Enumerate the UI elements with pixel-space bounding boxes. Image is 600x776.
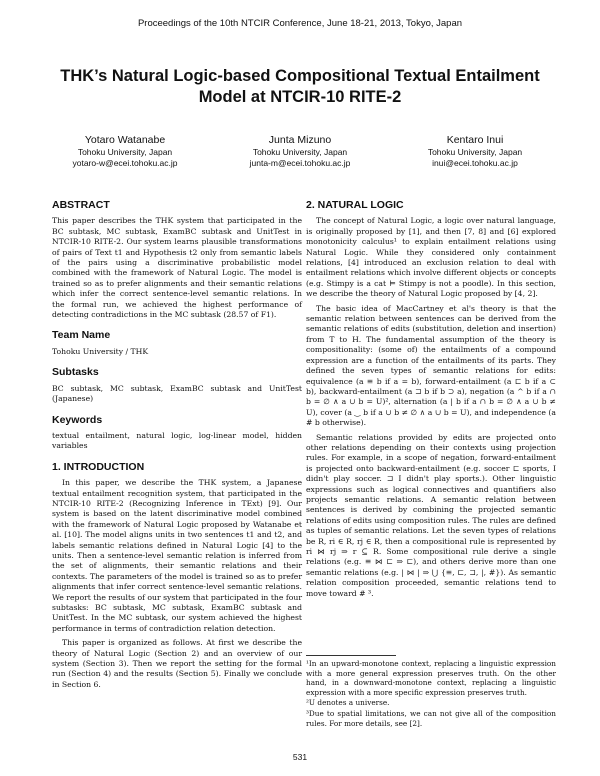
introduction-heading: 1. INTRODUCTION (52, 460, 145, 473)
page-number: 531 (292, 752, 308, 762)
introduction-paragraph-2: This paper is organized as follows. At first we describe the theory of Natural Logic (Section 2) and an overview of our system (Section 3). Then we report the setting for the formal run (Section 4) and the results (Section 5). Finally we conclude in Section 6. (52, 638, 302, 689)
keywords-text: textual entailment, natural logic, log-linear model, hidden variables (52, 430, 302, 451)
author-3 (390, 133, 560, 169)
footnote-divider (306, 655, 396, 656)
author-affiliation: Tohoku University, Japan (252, 147, 348, 157)
subtasks-heading: Subtasks (52, 366, 99, 379)
conference-header: Proceedings of the 10th NTCIR Conference, June 18-21, 2013, Tokyo, Japan (137, 18, 463, 29)
abstract-text: This paper describes the THK system that participated in the BC subtask, MC subtask, ExamBC subtask and UnitTest in NTCIR-10 RITE-2. Our system learns plausible transformations of pairs of Text t1 and Hypothesis t2 only from semantic labels of the pairs using a discriminative probabilistic model combined with the framework of Natural Logic. The model is trained so as to prefer alignments and their semantic relations which infer the correct sentence-level semantic relations. In the formal run, we achieved the highest performance of detecting contradictions in the MC subtask (28.57 of F1). (52, 216, 302, 320)
author-name: Junta Mizuno (268, 134, 332, 146)
author-block (40, 133, 560, 169)
footnote-2: ²U denotes a universe. (306, 698, 390, 708)
footnote-1: ¹In an upward-monotone context, replacing a linguistic expression with a more general expression preserves truth. On the other hand, in a downward-monotone context, replacing a linguistic expression with a more specific expression preserves truth. (306, 659, 556, 697)
footnotes (306, 655, 556, 729)
left-column (52, 200, 302, 694)
author-name: Yotaro Watanabe (84, 134, 166, 146)
right-column (306, 200, 556, 603)
introduction-paragraph-1: In this paper, we describe the THK system, a Japanese textual entailment recognition system, that participated in the NTCIR-10 RITE-2 (Recognizing Inference in TExt) [9]. Our system is based on the latent discriminative model combined with the framework of Natural Logic proposed by Watanabe et al. [10]. The model aligns units in two sentences t1 and t2, and labels semantic relations defined in Natural Logic [4] to the units. Then a sentence-level semantic relation is inferred from the set of alignments, their semantic relations and their contexts. The parameters of the model is trained so as to prefer alignments that infer correct sentence-level semantic relations. We report the results of our system that participated in the four subtasks: BC subtask, MC subtask, ExamBC subtask and UnitTest. In the MC subtask, our system achieved the highest performance in terms of contradiction relation detection. (52, 478, 302, 633)
paper-title: THK’s Natural Logic-based Compositional Textual Entailment Model at NTCIR-10 RITE-2 (60, 67, 540, 106)
author-affiliation: Tohoku University, Japan (77, 147, 173, 157)
author-affiliation: Tohoku University, Japan (427, 147, 523, 157)
author-2 (215, 133, 385, 169)
abstract-heading: ABSTRACT (52, 199, 110, 211)
team-text: Tohoku University / THK (52, 346, 149, 356)
natural-logic-paragraph-1: The concept of Natural Logic, a logic over natural language, is originally proposed by [1], and then [7, 8] and [6] explored monotonicity calculus¹ to explain entailment relations using Natural Logic. While they considered only containment relations, [4] introduced an exclusion relation to deal with entailment relations which involve different objects or concepts (e.g. Stimpy is a cat ⊨ Stimpy is not a poodle). In this section, we describe the theory of Natural Logic proposed by [4, 2]. (306, 216, 556, 299)
subtasks-text: BC subtask, MC subtask, ExamBC subtask and UnitTest (Japanese) (52, 383, 302, 404)
natural-logic-heading: 2. NATURAL LOGIC (306, 199, 404, 211)
author-1 (40, 133, 210, 169)
author-email: junta-m@ecei.tohoku.ac.jp (249, 158, 351, 168)
team-heading: Team Name (52, 329, 111, 342)
author-name: Kentaro Inui (446, 134, 504, 146)
author-email: inui@ecei.tohoku.ac.jp (432, 158, 518, 168)
keywords-heading: Keywords (52, 413, 103, 426)
natural-logic-paragraph-3: Semantic relations provided by edits are projected onto other relations depending on their contexts using projection rules. For example, in a scope of negation, forward-entailment is projected onto backward-entailment (e.g. soccer ⊏ sports, I didn't play soccer. ⊐ I didn't play sports.). Other linguistic expressions such as logical connectives and quantifiers also projects semantic relations. A semantic relation between sentences is derived by combining the projected semantic relations of edits using composition rules. The rules are defined as tuples of semantic relations. Let the seven types of relations be R, ri ∈ R, rj ∈ R, then a compositional rule is represented by ri ⋈ rj ⇒ r ⊆ R. Some compositional rule derive a single relations (e.g. ≡ ⋈ ⊏ ⇒ ⊏), and others derive more than one semantic relations (e.g. | ⋈ | ⇒ ⋃ {≡, ⊏, ⊐, |, #}). As semantic relation composition proceeded, semantic relations tend to move toward # ³. (306, 432, 556, 598)
footnote-3: ³Due to spatial limitations, we can not give all of the composition rules. For more details, see [2]. (306, 708, 556, 728)
natural-logic-paragraph-2: The basic idea of MacCartney et al's theory is that the semantic relation between sentences can be derived from the semantic relations of edits (substitution, deletion and insertion) from T to H. The fundamental assumption of the theory is compositionality: (some of) the entailments of a compound expression are a function of the entailments of its parts. They defined the seven types of semantic relations for edits: equivalence (a ≡ b if a = b), forward-entailment (a ⊏ b if a ⊂ b), backward-entailment (a ⊐ b if b ⊃ a), negation (a ^ b if a ∩ b = ∅ ∧ a ∪ b = U)², alternation (a | b if a ∩ b = ∅ ∧ a ∪ b ≠ U), cover (a ‿ b if a ∪ b ≠ ∅ ∧ a ∪ b = U), and independence (a # b otherwise). (306, 303, 556, 428)
author-email: yotaro-w@ecei.tohoku.ac.jp (72, 158, 178, 168)
